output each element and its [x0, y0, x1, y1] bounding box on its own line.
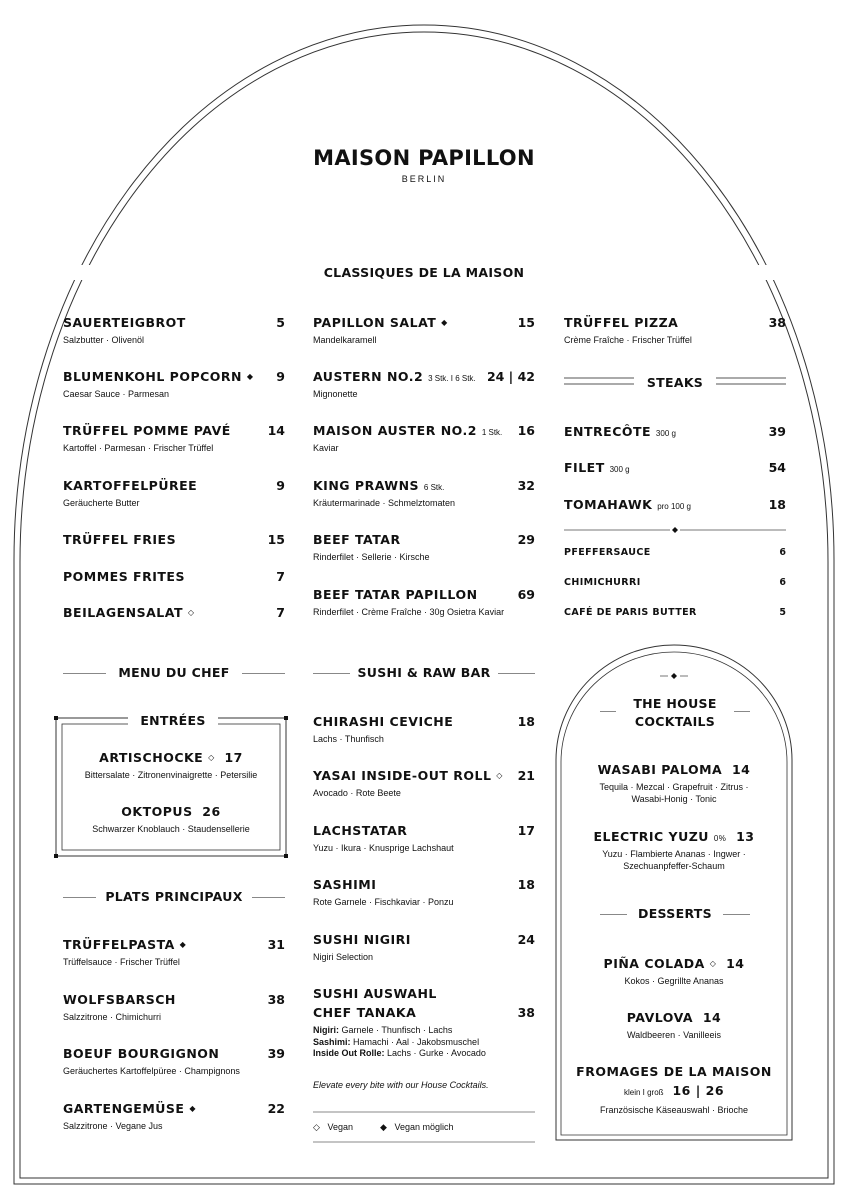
brand-city: BERLIN — [401, 174, 447, 184]
section-classiques: CLASSIQUES DE LA MAISON — [310, 265, 539, 280]
section-menu-du-chef: MENU DU CHEF — [106, 665, 242, 680]
fromages-item: FROMAGES DE LA MAISON klein I groß 16 | 26 Französische Käseauswahl · Brioche — [576, 1064, 772, 1115]
legend: ◇ Vegan ◆ Vegan möglich — [313, 1122, 454, 1132]
menu-item: TRÜFFELPASTA ◆ 31 Trüffelsauce · Frischer Trüffel — [63, 937, 285, 967]
menu-item: KARTOFFELPÜREE 9 Geräucherte Butter — [63, 478, 285, 508]
steak-item: TOMAHAWK pro 100 g 18 — [564, 497, 786, 512]
menu-item: SASHIMI 18 Rote Garnele · Fischkaviar · Ponzu — [313, 877, 535, 907]
menu-item: BEEF TATAR 29 Rinderfilet · Sellerie · Kirsche — [313, 532, 535, 562]
entree-item: OKTOPUS 26 Schwarzer Knoblauch · Staudensellerie — [92, 804, 250, 834]
sauce-item: CAFÉ DE PARIS BUTTER 5 — [564, 607, 786, 618]
steak-item: FILET 300 g 54 — [564, 460, 786, 475]
menu-item: WOLFSBARSCH 38 Salzzitrone · Chimichurri — [63, 992, 285, 1022]
menu-item: PAPILLON SALAT ◆ 15 Mandelkaramell — [313, 315, 535, 345]
section-sushi: SUSHI & RAW BAR — [350, 665, 498, 680]
vegan-option-icon: ◆ — [179, 940, 187, 949]
menu-item: KING PRAWNS 6 Stk. 32 Kräutermarinade · Schmelztomaten — [313, 478, 535, 508]
sauce-item: PFEFFERSAUCE 6 — [564, 547, 786, 558]
section-plats: PLATS PRINCIPAUX — [96, 889, 252, 904]
brand-name: MAISON PAPILLON — [313, 146, 535, 170]
menu-item: LACHSTATAR 17 Yuzu · Ikura · Knusprige Lachshaut — [313, 823, 535, 853]
menu-item: BOEUF BOURGIGNON 39 Geräuchertes Kartoffelpüree · Champignons — [63, 1046, 285, 1076]
dessert-item: PIÑA COLADA ◇ 14 Kokos · Gegrillte Ananas — [603, 956, 745, 986]
vegan-icon: ◇ — [313, 1122, 320, 1132]
section-entrees: ENTRÉES — [128, 713, 218, 728]
menu-item: BEEF TATAR PAPILLON 69 Rinderfilet · Crème Fraîche · 30g Osietra Kaviar — [313, 587, 535, 617]
vegan-option-icon: ◆ — [380, 1122, 387, 1132]
vegan-icon: ◇ — [208, 753, 215, 762]
sauce-item: CHIMICHURRI 6 — [564, 577, 786, 588]
cocktail-item: WASABI PALOMA 14 Tequila · Mezcal · Grapefruit · Zitrus · Wasabi-Honig · Tonic — [597, 762, 751, 804]
entrees-box-outer — [56, 718, 286, 856]
cocktail-note: Elevate every bite with our House Cocktails. — [313, 1080, 489, 1090]
menu-item: AUSTERN NO.2 3 Stk. I 6 Stk. 24 | 42 Mignonette — [313, 369, 535, 399]
menu-item: BEILAGENSALAT ◇ 7 — [63, 605, 285, 620]
menu-item: CHIRASHI CEVICHE 18 Lachs · Thunfisch — [313, 714, 535, 744]
dessert-item: PAVLOVA 14 Waldbeeren · Vanilleeis — [626, 1010, 722, 1040]
entree-item: ARTISCHOCKE ◇ 17 Bittersalate · Zitronenvinaigrette · Petersilie — [84, 750, 258, 780]
vegan-icon: ◇ — [496, 771, 503, 780]
cocktail-item: ELECTRIC YUZU 0% 13 Yuzu · Flambierte Ananas · Ingwer · Szechuanpfeffer-Schaum — [593, 829, 755, 871]
section-steaks: STEAKS — [634, 375, 716, 390]
vegan-icon: ◇ — [187, 608, 195, 617]
menu-item: MAISON AUSTER NO.2 1 Stk. 16 Kaviar — [313, 423, 535, 453]
vegan-option-icon: ◆ — [189, 1104, 196, 1113]
section-cocktails-line1: THE HOUSE — [633, 696, 717, 711]
menu-item: YASAI INSIDE-OUT ROLL ◇ 21 Avocado · Rote Beete — [313, 768, 535, 798]
vegan-option-icon: ◆ — [441, 318, 448, 327]
menu-item: GARTENGEMÜSE ◆ 22 Salzzitrone · Vegane Jus — [63, 1101, 285, 1131]
menu-item: TRÜFFEL FRIES 15 — [63, 532, 285, 547]
menu-item: TRÜFFEL POMME PAVÉ 14 Kartoffel · Parmesan · Frischer Trüffel — [63, 423, 285, 453]
steak-item: ENTRECÔTE 300 g 39 — [564, 424, 786, 439]
menu-item: SUSHI NIGIRI 24 Nigiri Selection — [313, 932, 535, 962]
vegan-icon: ◇ — [709, 959, 717, 968]
sushi-auswahl: SUSHI AUSWAHL CHEF TANAKA 38 Nigiri: Garnele · Thunfisch · Lachs Sashimi: Hamachi · Aal · Jakobsmuschel Inside Out Rolle: Lachs · Gurke · Avocado — [313, 986, 535, 1058]
section-cocktails-line2: COCKTAILS — [634, 714, 716, 729]
section-desserts: DESSERTS — [627, 906, 723, 921]
vegan-option-icon: ◆ — [246, 372, 254, 381]
menu-item: TRÜFFEL PIZZA 38 Crème Fraîche · Frischer Trüffel — [564, 315, 786, 345]
menu-item: POMMES FRITES 7 — [63, 569, 285, 584]
menu-item: SAUERTEIGBROT 5 Salzbutter · Olivenöl — [63, 315, 285, 345]
menu-item: BLUMENKOHL POPCORN ◆ 9 Caesar Sauce · Parmesan — [63, 369, 285, 399]
